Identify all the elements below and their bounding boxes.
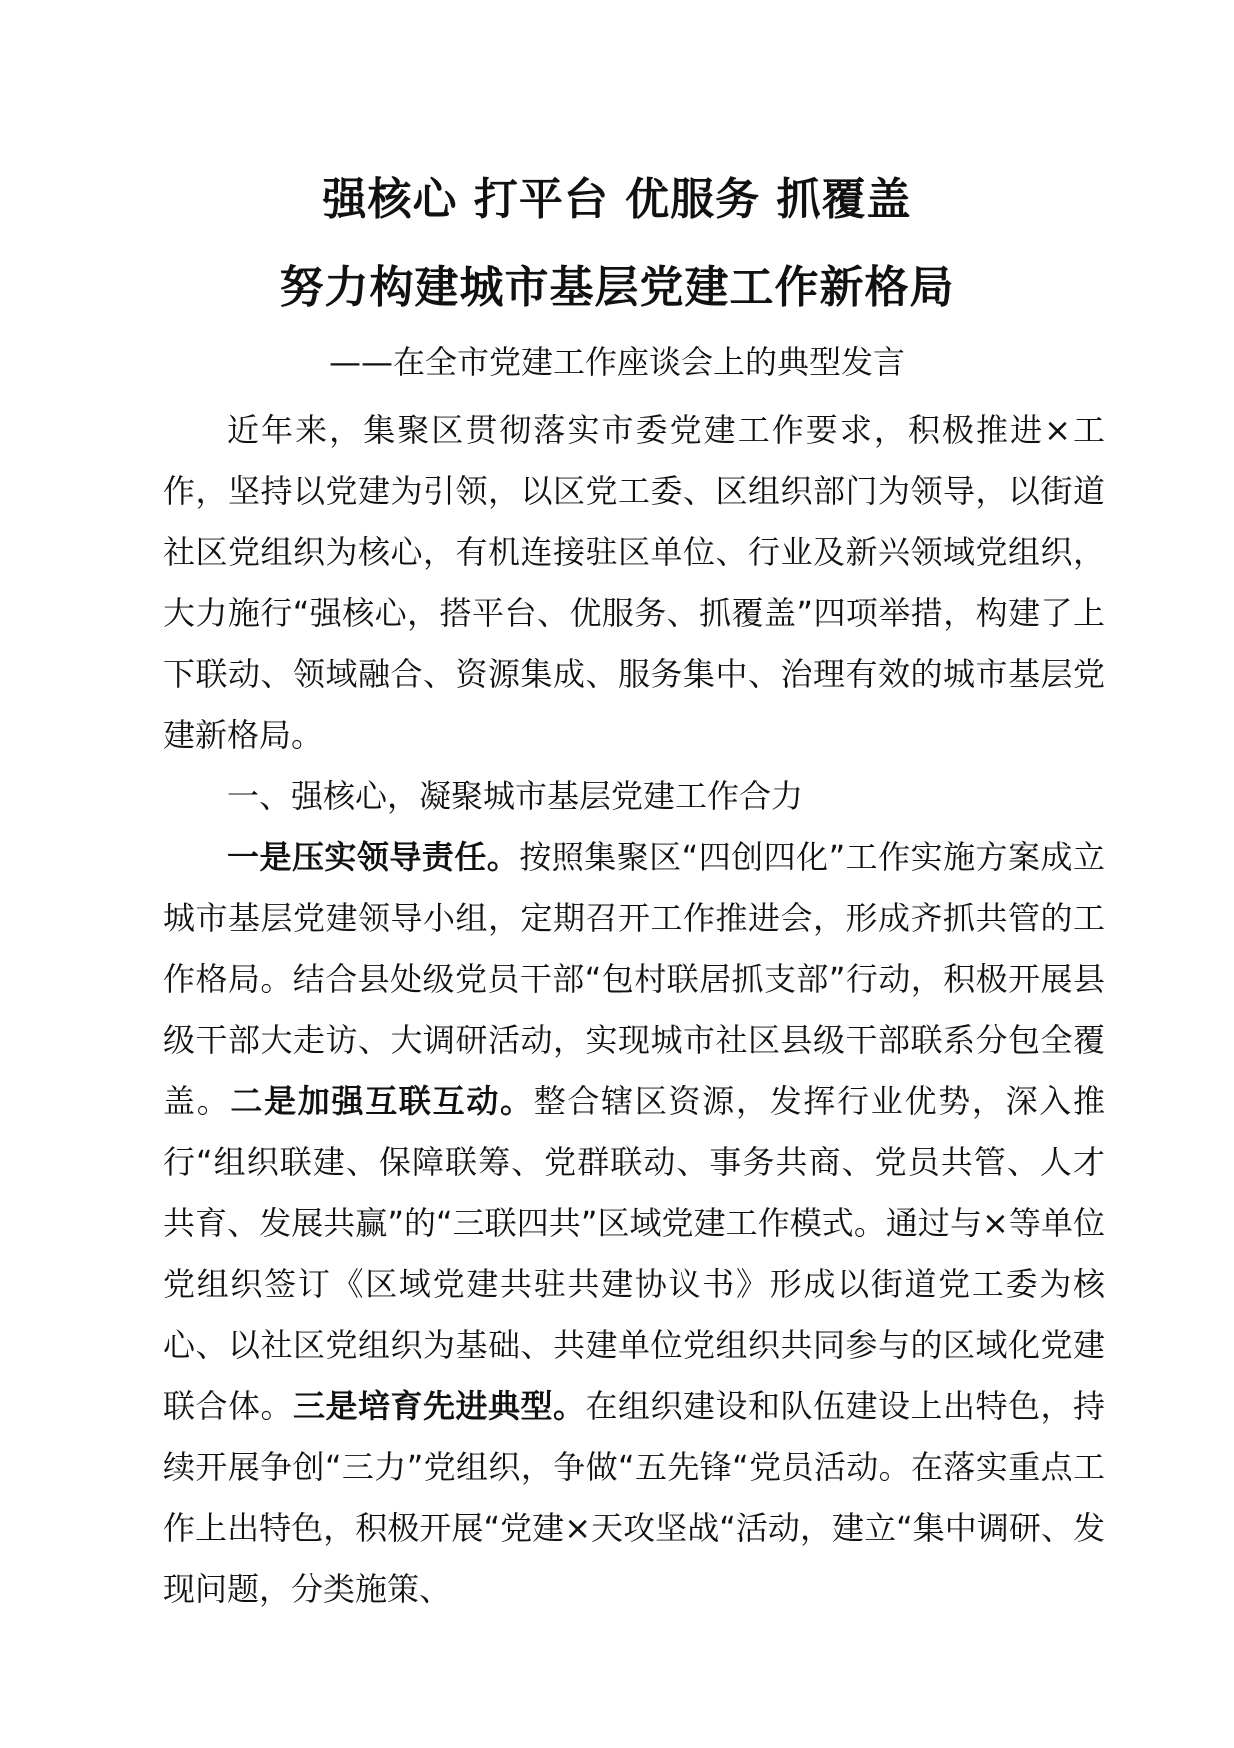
- document-subtitle: ——在全市党建工作座谈会上的典型发言: [328, 343, 905, 381]
- intro-paragraph: 近年来，集聚区贯彻落实市委党建工作要求，积极推进×工作，坚持以党建为引领，以区党工委、区组织部门为领导，以街道社区党组织为核心，有机连接驻区单位、行业及新兴领域党组织，大力施行“强核心，搭平台、优服务、抓覆盖”四项举措，构建了上下联动、领域融合、资源集成、服务集中、治理有效的城市基层党建新格局。: [163, 411, 1105, 754]
- document-title-line-1: 强核心 打平台 优服务 抓覆盖: [322, 174, 912, 225]
- document-body: [163, 400, 1105, 1620]
- point-1-text: 按照集聚区“四创四化”工作实施方案成立城市基层党建领导小组，定期召开工作推进会，形成齐抓共管的工作格局。结合县处级党员干部“包村联居抓支部”行动，积极开展县级干部大走访、大调研活动，实现城市社区县级干部联系分包全覆盖。: [163, 838, 1105, 1120]
- point-3-lead: 三是培育先进典型。: [293, 1387, 586, 1425]
- point-2-lead: 二是加强互联互动。: [230, 1082, 534, 1120]
- point-3-text: 在组织建设和队伍建设上出特色，持续开展争创“三力”党组织，争做“五先锋“党员活动。在落实重点工作上出特色，积极开展“党建×天攻坚战“活动，建立“集中调研、发现问题，分类施策、: [163, 1387, 1105, 1608]
- section-heading: 一、强核心，凝聚城市基层党建工作合力: [227, 777, 804, 815]
- document-title-line-2: 努力构建城市基层党建工作新格局: [279, 262, 955, 313]
- point-1-lead: 一是压实领导责任。: [227, 838, 520, 876]
- section-1-paragraph: [163, 827, 1105, 1620]
- point-2-text: 整合辖区资源，发挥行业优势，深入推行“组织联建、保障联筹、党群联动、事务共商、党员共管、人才共育、发展共赢”的“三联四共”区域党建工作模式。通过与×等单位党组织签订《区域党建共驻共建协议书》形成以街道党工委为核心、以社区党组织为基础、共建单位党组织共同参与的区域化党建联合体。: [163, 1082, 1105, 1425]
